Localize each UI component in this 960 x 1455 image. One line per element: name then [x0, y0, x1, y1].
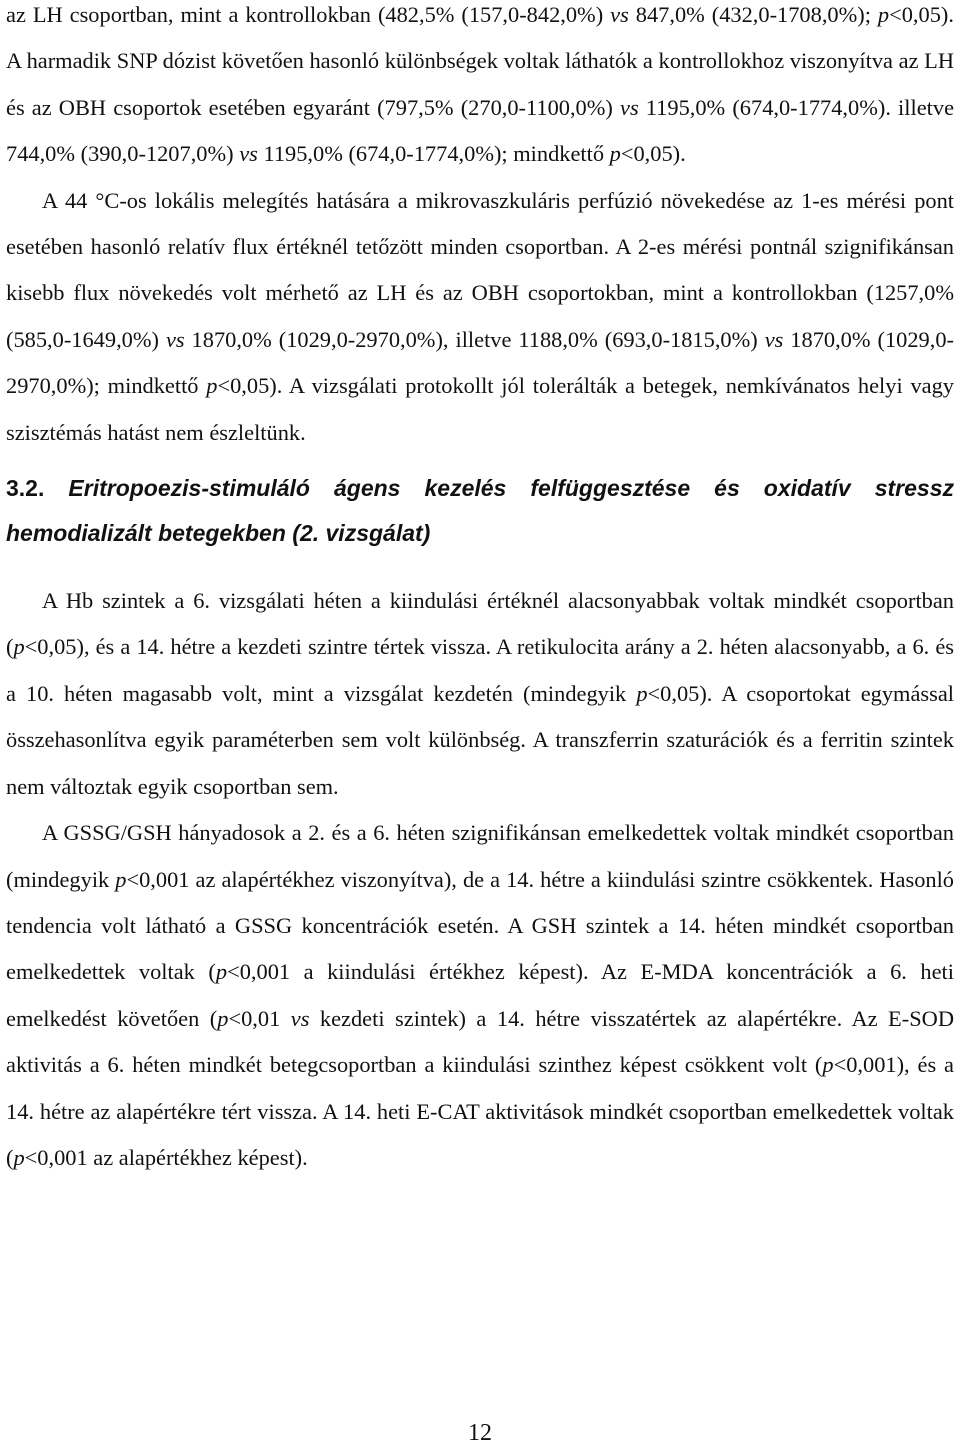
- section-number: 3.2.: [6, 475, 45, 502]
- italic-term: vs: [764, 326, 784, 352]
- text-segment: <0,05). A vizsgálati protokollt jól tolerálták a betegek, nemkívánatos helyi vagy szisztémás hatást nem észleltünk.: [6, 373, 954, 445]
- text-segment: <0,05).: [620, 141, 686, 167]
- italic-term: vs: [620, 94, 639, 120]
- text-segment: A 44 °C-os lokális melegítés hatására a mikrovaszkuláris perfúzió növekedése az 1-es mérési pont esetében hasonló relatív flux értéknél tetőzött minden csoportban. A 2-es mérési pontnál szignifikánsan kisebb flux növekedés volt mérhető az LH és az OBH csoportokban, mint a kontrollokban (1257,0% (585,0-1649,0%): [6, 187, 954, 352]
- italic-term: vs: [165, 326, 185, 352]
- italic-term: p: [215, 959, 228, 985]
- italic-term: p: [609, 141, 621, 167]
- italic-term: vs: [290, 1005, 310, 1031]
- text-segment: 1870,0% (1029,0-2970,0%); mindkettő: [6, 326, 954, 399]
- italic-term: p: [822, 1052, 834, 1078]
- italic-term: vs: [610, 2, 629, 27]
- text-segment: az LH csoportban, mint a kontrollokban (482,5% (157,0-842,0%): [6, 2, 611, 27]
- page-number: 12: [468, 1420, 492, 1446]
- text-segment: A Hb szintek a 6. vizsgálati héten a kiindulási értéknél alacsonyabbak voltak mindkét csoportban (: [6, 588, 954, 660]
- italic-term: vs: [239, 141, 258, 167]
- italic-term: p: [217, 1005, 229, 1031]
- italic-term: p: [877, 2, 890, 27]
- text-segment: <0,05), és a 14. hétre a kezdeti szintre tértek vissza. A retikulocita arány a 2. héten alacsonyabb, a 6. és a 10. héten magasabb volt, mint a vizsgálat kezdetén (mindegyik: [6, 634, 954, 706]
- paragraph-hb-levels: [6, 578, 954, 810]
- section-title: Eritropoezis-stimuláló ágens kezelés felfüggesztése és oxidatív stressz hemodializált betegekben (2. vizsgálat): [6, 475, 955, 547]
- text-segment: <0,01: [228, 1005, 291, 1031]
- text-segment: 1870,0% (1029,0-2970,0%), illetve 1188,0% (693,0-1815,0%): [184, 326, 765, 352]
- text-segment: <0,001), és a 14. hétre az alapértékre tért vissza. A 14. heti E-CAT aktivitások mindkét csoportban emelkedettek voltak (: [6, 1052, 954, 1170]
- document-page: [6, 0, 954, 1181]
- text-segment: 1195,0% (674,0-1774,0%); mindkettő: [257, 141, 610, 167]
- paragraph-oxidative-stress: [6, 810, 954, 1181]
- italic-term: p: [115, 866, 127, 892]
- italic-term: p: [636, 680, 648, 706]
- text-segment: <0,001 az alapértékhez viszonyítva), de a 14. hétre a kiindulási szintre csökkentek. Hasonló tendencia volt látható a GSSG koncentrációk esetén. A GSH szintek a 14. héten mindkét csoportban emelkedettek voltak (: [6, 866, 954, 985]
- text-segment: 1195,0% (674,0-1774,0%). illetve 744,0% (390,0-1207,0%): [6, 94, 955, 167]
- text-segment: A GSSG/GSH hányadosok a 2. és a 6. héten szignifikánsan emelkedettek voltak mindkét csoportban (mindegyik: [6, 820, 954, 892]
- italic-term: p: [13, 1144, 25, 1170]
- italic-term: p: [13, 634, 25, 660]
- italic-term: p: [206, 373, 218, 399]
- text-segment: <0,001 az alapértékhez képest).: [24, 1144, 308, 1170]
- paragraph-snp-results: [6, 0, 954, 178]
- text-segment: <0,05). A harmadik SNP dózist követően hasonló különbségek voltak láthatók a kontrollokhoz viszonyítva az LH és az OBH csoportok esetében egyaránt (797,5% (270,0-1100,0%): [6, 2, 954, 120]
- paragraph-local-heating: [6, 178, 954, 456]
- section-heading: [6, 466, 954, 556]
- text-segment: 847,0% (432,0-1708,0%);: [628, 2, 878, 27]
- text-segment: <0,05). A csoportokat egymással összehasonlítva egyik paraméterben sem volt különbség. A transzferrin szaturációk és a ferritin szintek nem változtak egyik csoportban sem.: [6, 680, 955, 799]
- text-segment: kezdeti szintek) a 14. hétre visszatértek az alapértékre. Az E-SOD aktivitás a 6. héten mindkét betegcsoportban a kiindulási szinthez képest csökkent volt (: [6, 1005, 954, 1078]
- text-segment: <0,001 a kiindulási értékhez képest). Az E-MDA koncentrációk a 6. heti emelkedést követően (: [6, 959, 954, 1031]
